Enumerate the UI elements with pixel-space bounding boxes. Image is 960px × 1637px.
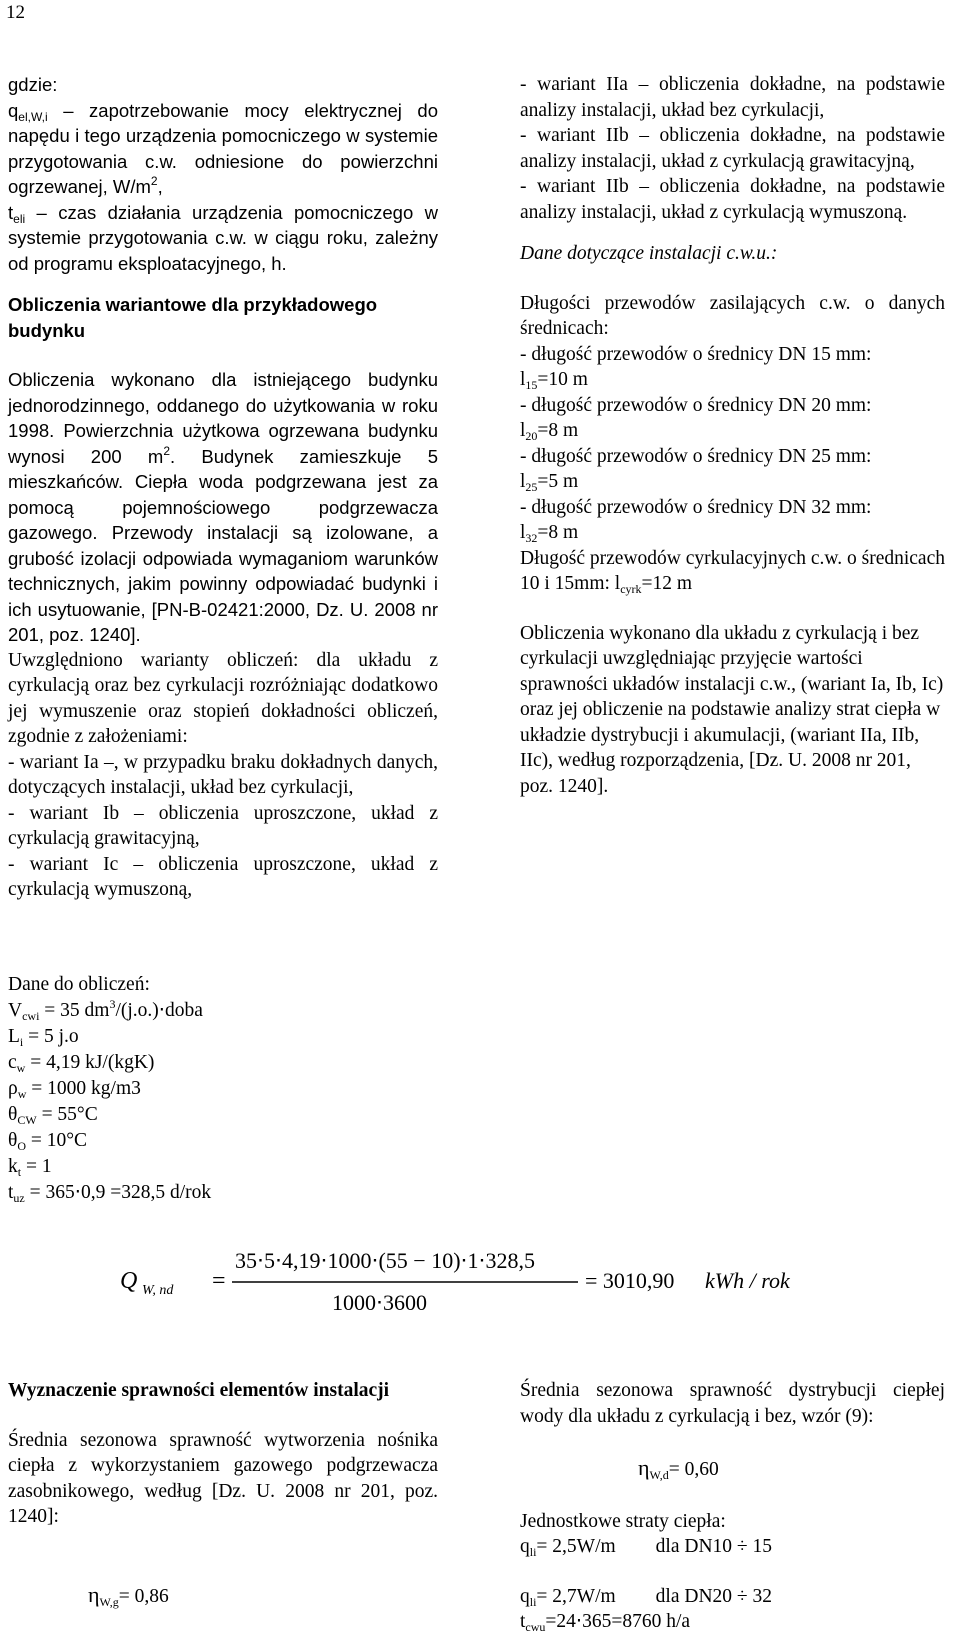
paragraph-variants: Uwzględniono warianty obliczeń: dla układu z cyrkulacją oraz bez cyrkulacji rozróżniając dodatkowo jej wymuszenie oraz stopień dokładności obliczeń, zgodnie z założeniami:: [8, 649, 438, 747]
v-cwi: $V_{cwi} = 35$ $dm^3/(j.o.)\cdot doba$: [8, 997, 203, 1023]
eta-wg: $\eta_{W,g}= 0,86$: [88, 1582, 169, 1609]
eta-wd: $\eta_{W,d}= 0,60$: [638, 1455, 719, 1482]
left-column: [8, 72, 438, 903]
formula-unit: kWh / rok: [705, 1268, 790, 1293]
t-definition: $t_{eli}$ – czas działania urządzenia pomocniczego w systemie przygotowania c.w. w ciągu roku, zależny od programu eksploatacyjnego, h.: [8, 201, 438, 274]
dn20-line: - długość przewodów o średnicy DN 20 mm:: [520, 394, 872, 416]
right-column: [520, 72, 945, 799]
variant-iib-1: - wariant IIb – obliczenia dokładne, na podstawie analizy instalacji, układ z cyrkulacją grawitacyjną,: [520, 125, 945, 172]
t-uz: $t_{uz} = 365\cdot 0,9 =328,5$ d/rok: [8, 1182, 212, 1205]
theta-cw: $\theta_{CW} = 55^\circ C$: [8, 1104, 98, 1127]
calculation-paragraph: Obliczenia wykonano dla układu z cyrkulacją i bez cyrkulacji uwzględniając przyjęcie wartości sprawności układów instalacji c.w., (wariant Ia, Ib, Ic) oraz jej obliczenie na podstawie analizy strat ciepła w układzie dystrybucji i akumulacji, (wariant IIa, IIb, IIc), według rozporządzenia, [Dz. U. 2008 nr 201, poz. 1240].: [520, 622, 944, 797]
installation-heading: Dane dotyczące instalacji c.w.u.:: [520, 243, 778, 264]
l15-value: $l_{15}=10$ m: [520, 369, 588, 392]
efficiency-heading: Wyznaczenie sprawności elementów instalacji: [8, 1380, 390, 1401]
generation-efficiency-text: Średnia sezonowa sprawność wytworzenia nośnika ciepła z wykorzystaniem gazowego podgrzewacza zasobnikowego, według [Dz. U. 2008 nr 201, poz. 1240]:: [8, 1429, 438, 1527]
formula-lhs-sub: W, nd: [142, 1283, 174, 1298]
q-li-2: $q_{li}= 2,7W/m$ dla DN20 ÷ 32: [520, 1585, 772, 1609]
q-definition: $q_{el,W,i}$ – zapotrzebowanie mocy elektrycznej do napędu i tego urządzenia pomocniczego w systemie przygotowania c.w. odniesione do powierzchni ogrzewanej, $W/m^2$,: [8, 99, 438, 197]
paragraph-building: Obliczenia wykonano dla istniejącego budynku jednorodzinnego, oddanego do użytkowania w roku 1998. Powierzchnia użytkowa ogrzewana budynku wynosi 200 $m^2$. Budynek zamieszkuje 5 mieszkańców. Ciepła woda podgrzewana jest za pomocą pojemnościowego podgrzewacza gazowego. Przewody instalacji są izolowane, a grubość izolacji odpowiada wymaganiom warunków technicznych, jakim powinny odpowiadać budynki i ich usytuowanie, [PN-B-02421:2000, Dz. U. 2008 nr 201, poz. 1240].: [8, 369, 438, 645]
variant-iia: - wariant IIa – obliczenia dokładne, na podstawie analizy instalacji, układ bez cyrkulacji,: [520, 74, 945, 121]
variant-ic: - wariant Ic – obliczenia uproszczone, układ z cyrkulacją wymuszoną,: [8, 853, 438, 900]
formula-equals: =: [212, 1268, 226, 1294]
dn25-line: - długość przewodów o średnicy DN 25 mm:: [520, 445, 872, 467]
rho-w: $\rho_w = 1000$ kg/m3: [8, 1078, 141, 1101]
formula-lhs: Q: [120, 1268, 138, 1294]
t-cwu: $t_{cwu}=24\cdot 365=8760$ h/a: [520, 1611, 691, 1634]
l-i: $L_i = 5$ j.o: [8, 1026, 79, 1049]
l32-value: $l_{32}=8$ m: [520, 522, 579, 545]
k-t: $k_t = 1$: [8, 1156, 52, 1179]
energy-formula: [100, 1238, 860, 1318]
circulation-length: Długość przewodów cyrkulacyjnych c.w. o średnicach 10 i 15mm: $l_{cyrk}=12$ m: [520, 547, 945, 596]
bottom-left: [8, 1378, 438, 1530]
formula-numerator: 35⋅5⋅4,19⋅1000⋅(55 − 10)⋅1⋅328,5: [235, 1248, 536, 1273]
variant-iib-2: - wariant IIb – obliczenia dokładne, na podstawie analizy instalacji, układ z cyrkulacją wymuszoną.: [520, 176, 945, 223]
variant-ib: - wariant Ib – obliczenia uproszczone, układ z cyrkulacją grawitacyjną,: [8, 802, 438, 849]
formula-svg: [100, 1238, 860, 1318]
where-label: gdzie:: [8, 74, 58, 95]
dn32-line: - długość przewodów o średnicy DN 32 mm:: [520, 496, 872, 518]
unit-losses-label: Jednostkowe straty ciepła:: [520, 1510, 726, 1532]
l25-value: $l_{25}=5$ m: [520, 471, 579, 494]
section-heading: Obliczenia wariantowe dla przykładowego budynku: [8, 294, 378, 341]
formula-result: = 3010,90: [585, 1268, 675, 1293]
theta-o: $\theta_O = 10^\circ C$: [8, 1130, 88, 1153]
data-title: Dane do obliczeń:: [8, 974, 150, 995]
q-li-1: $q_{li}= 2,5W/m$ dla DN10 ÷ 15: [520, 1536, 772, 1559]
bottom-right: [520, 1378, 945, 1635]
dn15-line: - długość przewodów o średnicy DN 15 mm:: [520, 343, 872, 365]
distribution-efficiency-text: Średnia sezonowa sprawność dystrybucji ciepłej wody dla układu z cyrkulacją i bez, wzór (9):: [520, 1380, 945, 1427]
page-number: 12: [6, 2, 25, 23]
variant-ia: - wariant Ia –, w przypadku braku dokładnych danych, dotyczących instalacji, układ bez cyrkulacji,: [8, 751, 438, 798]
l20-value: $l_{20}=8$ m: [520, 420, 579, 443]
c-w: $c_w = 4,19$ kJ/(kgK): [8, 1052, 155, 1075]
calculation-data: [8, 972, 408, 1206]
formula-denominator: 1000⋅3600: [332, 1290, 427, 1315]
lengths-intro: Długości przewodów zasilających c.w. o danych średnicach:: [520, 292, 945, 339]
